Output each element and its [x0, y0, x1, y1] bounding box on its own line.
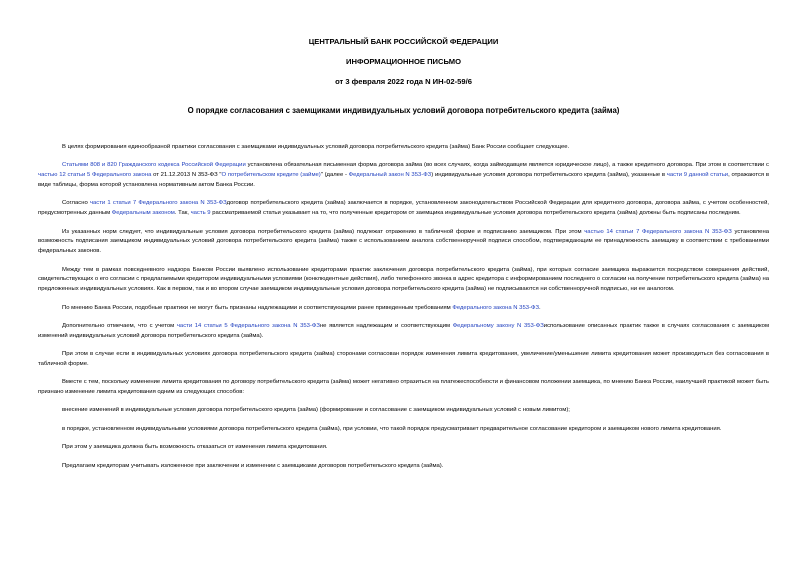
paragraph-text: В целях формирования единообразной практики согласования с заемщиками индивидуальных условий договора потребительского кредита (займа) Банк России сообщает следующее.	[62, 144, 570, 150]
legal-reference-link[interactable]: часть 9	[190, 210, 211, 217]
paragraph-text: Между тем в рамках повседневного надзора Банком России выявлено использование кредиторами практик заключения договора потребительского кредита (займа), при которых согласие заемщика выражается посредством совершения действий, свидетельствующих о его согласии с предлагаемыми кредитором индивидуальными условиями (конклюдентные действия), либо телефонного звонка в адрес кредитора с информированием последнего о согласии на получение потребительского кредита (займа) на предложенных индивидуальных условиях. Как в первом, так и во втором случае заемщиком индивидуальные условия договора потребительского кредита (займа) не подписываются ни собственноручной подписью, ни ее аналогом.	[38, 266, 769, 293]
paragraph-text: установлена возможность подписания заемщиком индивидуальных условий договора потребительского кредита (займа) также с использованием аналога собственноручной подписи способом, подтверждающим ее принадлежность заемщику в соответствии с требованиями федеральных законов.	[38, 228, 769, 255]
document-date-number: от 3 февраля 2022 года N ИН-02-59/6	[335, 77, 472, 86]
legal-reference-link[interactable]: Федеральный закон N 353-ФЗ	[348, 172, 432, 179]
document-body	[38, 143, 769, 480]
legal-reference-link[interactable]: части 1 статьи 7 Федерального закона N 353-ФЗ	[89, 200, 227, 207]
paragraph-1	[38, 143, 769, 153]
paragraph-5	[38, 266, 769, 295]
paragraph-text: Предлагаем кредиторам учитывать изложенное при заключении и изменении с заемщиками договоров потребительского кредита (займа).	[62, 462, 444, 469]
paragraph-3	[38, 199, 769, 219]
paragraph-text: не является надлежащим и соответствующим	[319, 322, 453, 329]
paragraph-text: Дополнительно отмечаем, что с учетом	[62, 322, 177, 329]
paragraph-7	[38, 322, 769, 342]
legal-reference-link[interactable]: части 14 статьи 5 Федерального закона N 353-ФЗ	[176, 322, 320, 329]
paragraph-text: Из указанных норм следует, что индивидуальные условия договора потребительского кредита (займа) подлежат отражению в табличной форме и подписанию заемщиком. При этом	[62, 228, 585, 235]
paragraph-text: . Так,	[174, 210, 191, 217]
paragraph-text: ) индивидуальные условия договора потребительского кредита (займа), указанные в	[431, 172, 667, 179]
legal-reference-link[interactable]: частью 14 статьи 7 Федерального закона N 353-ФЗ	[584, 228, 732, 235]
paragraph-9	[38, 378, 769, 398]
paragraph-text: При этом в случае если в индивидуальных условиях договора потребительского кредита (займа) сторонами согласован порядок изменения лимита кредитования, увеличение/уменьшение лимита кредитования может производиться без согласования в табличной форме.	[38, 351, 769, 367]
paragraph-text: Согласно	[62, 200, 90, 207]
legal-reference-link[interactable]: О потребительском кредите (займе)	[221, 172, 321, 179]
legal-reference-link[interactable]: части 9 данной статьи	[666, 172, 729, 179]
legal-reference-link[interactable]: Статьями 808 и 820 Гражданского кодекса Российской Федерации	[62, 162, 246, 169]
paragraph-10	[38, 406, 769, 416]
paragraph-12	[38, 443, 769, 453]
paragraph-6	[38, 304, 769, 314]
document-title: О порядке согласования с заемщиками индивидуальных условий договора потребительского кредита (займа)	[187, 106, 620, 115]
issuing-organization: ЦЕНТРАЛЬНЫЙ БАНК РОССИЙСКОЙ ФЕДЕРАЦИИ	[308, 37, 499, 46]
paragraph-text: использование описанных практик также в случаях согласования с заемщиком изменений индивидуальных условий договора потребительского кредита (займа).	[38, 322, 770, 339]
paragraph-text: По мнению Банка России, подобные практики не могут быть признаны надлежащими и соответствующими ранее приведенным требованиям	[62, 304, 453, 311]
paragraph-13	[38, 462, 769, 472]
paragraph-11	[38, 425, 769, 435]
paragraph-text: установлена обязательная письменная форма договора займа (во всех случаях, когда займодавцем является юридическое лицо), а также кредитного договора. При этом в соответствии с	[245, 162, 769, 169]
legal-reference-link[interactable]: Федерального закона N 353-ФЗ	[452, 304, 540, 311]
paragraph-8	[38, 350, 769, 370]
paragraph-text: " (далее -	[320, 172, 349, 179]
legal-reference-link[interactable]: частью 12 статьи 5 Федерального закона	[38, 172, 152, 179]
paragraph-text: договор потребительского кредита (займа) заключается в порядке, установленном законодательством Российской Федерации для кредитного договора, договора займа, с учетом особенностей, предусмотренных данным	[38, 200, 770, 217]
legal-reference-link[interactable]: Федеральным законом	[111, 210, 175, 217]
paragraph-4	[38, 228, 769, 257]
paragraph-text: рассматриваемой статьи указывает на то, что полученные кредитором от заемщика индивидуальные условия договора потребительского кредита (займа) должны быть подписаны последним.	[210, 210, 741, 217]
paragraph-2	[38, 161, 769, 190]
paragraph-text: внесение изменений в индивидуальные условия договора потребительского кредита (займа) (формирование и согласование с заемщиком индивидуальных условий с новым лимитом);	[62, 407, 570, 414]
document-type: ИНФОРМАЦИОННОЕ ПИСЬМО	[346, 57, 461, 66]
paragraph-text: в порядке, установленном индивидуальными условиями договора потребительского кредита (займа), при условии, что такой порядок предусматривает предварительное согласование кредитором и заемщиком нового лимита кредитования.	[62, 425, 722, 432]
paragraph-text: Вместе с тем, поскольку изменение лимита кредитования по договору потребительского кредита (займа) может негативно отразиться на платежеспособности и финансовом положении заемщика, по мнению Банка России, наилучшей практикой может быть признано изменение лимита кредитования одним из следующих способов:	[38, 379, 769, 396]
paragraph-text: .	[539, 304, 541, 311]
legal-reference-link[interactable]: Федеральному закону N 353-ФЗ	[452, 322, 544, 329]
paragraph-text: от 21.12.2013 N 353-ФЗ "	[151, 172, 222, 179]
paragraph-text: При этом у заемщика должна быть возможность отказаться от изменения лимита кредитования.	[62, 444, 328, 451]
paragraph-text: , отражаются в виде таблицы, форма которой установлена нормативным актом Банка России.	[38, 172, 769, 188]
